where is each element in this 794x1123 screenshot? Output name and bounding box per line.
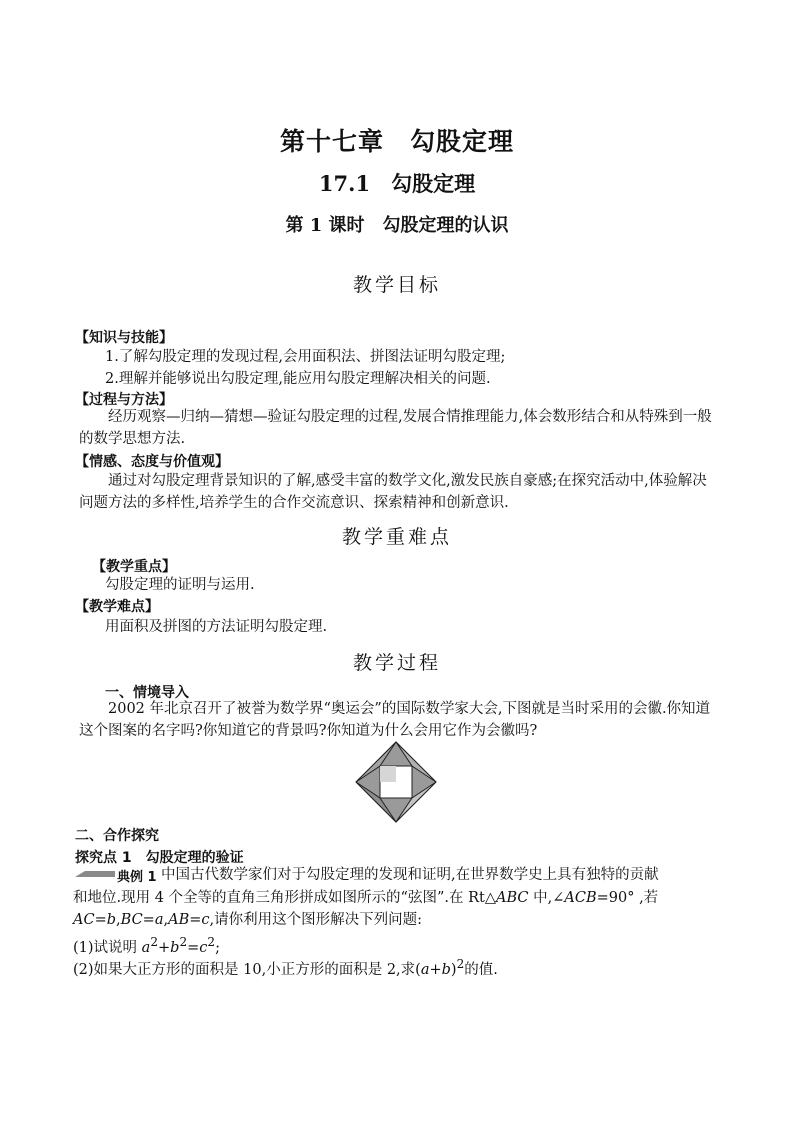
var-b: b bbox=[441, 961, 451, 978]
eq-sign: = bbox=[187, 939, 200, 956]
plus-sign: + bbox=[429, 961, 442, 978]
comma: , bbox=[116, 912, 121, 928]
objectives-heading: 教学目标 bbox=[352, 274, 441, 296]
q2-end: 的值. bbox=[464, 961, 498, 978]
chapter-title: 第十七章 勾股定理 bbox=[279, 127, 514, 156]
focus-text: 勾股定理的证明与运用. bbox=[105, 577, 255, 593]
exponent: 2 bbox=[150, 935, 158, 949]
exponent: 2 bbox=[179, 935, 188, 949]
var-acb: ACB bbox=[564, 890, 597, 906]
example-text-1-rest: 和地位.现用 4 个全等的直角三角形拼成如图所示的“弦图”.在 Rt△ bbox=[73, 890, 496, 906]
intro-text: 2002 年北京召开了被誉为数学界“奥运会”的国际数学家大会,下图就是当时采用的会徽.你知道这个图案的名字吗?你知道它的背景吗?你知道为什么会用它作为会徽吗? bbox=[79, 701, 711, 739]
var-bc: BC bbox=[120, 912, 143, 928]
difficulty-text: 用面积及拼图的方法证明勾股定理. bbox=[105, 619, 328, 635]
comma: , bbox=[163, 912, 169, 928]
example-line-1 bbox=[161, 864, 659, 886]
var-ab: AB bbox=[168, 912, 190, 928]
var-a: a bbox=[420, 961, 430, 978]
knowledge-item-2: 2.理解并能够说出勾股定理,能应用勾股定理解决相关的问题. bbox=[105, 371, 491, 387]
explore-label: 二、合作探究 bbox=[75, 828, 159, 844]
exponent: 2 bbox=[456, 957, 465, 971]
knowledge-item-1: 1.了解勾股定理的发现过程,会用面积法、拼图法证明勾股定理; bbox=[105, 349, 506, 365]
var-abc: ABC bbox=[496, 890, 529, 906]
example-text-3: =90° ,若 bbox=[596, 890, 659, 906]
eq-sign: = bbox=[142, 912, 155, 928]
process-label: 【过程与方法】 bbox=[75, 392, 173, 408]
knowledge-label: 【知识与技能】 bbox=[75, 330, 173, 346]
var-b: b bbox=[106, 912, 117, 928]
semicolon: ; bbox=[215, 939, 220, 956]
intro-label: 一、情境导入 bbox=[105, 685, 189, 701]
keypoints-heading: 教学重难点 bbox=[341, 526, 452, 548]
process-text: 经历观察—归纳—猜想—验证勾股定理的过程,发展合情推理能力,体会数形结合和从特殊到一般的数学思想方法. bbox=[79, 409, 712, 447]
example-marker-icon bbox=[75, 868, 115, 878]
eq-sign: = bbox=[189, 912, 202, 928]
lesson-title: 第 1 课时 勾股定理的认识 bbox=[285, 215, 509, 236]
example-line-2 bbox=[73, 887, 723, 909]
eq-sign: = bbox=[94, 912, 107, 928]
example-label: 典例 1 bbox=[117, 870, 157, 885]
focus-label: 【教学重点】 bbox=[92, 559, 176, 575]
var-ac: AC bbox=[73, 912, 95, 928]
plus-sign: + bbox=[158, 939, 171, 956]
var-a: a bbox=[141, 939, 151, 956]
difficulty-label: 【教学难点】 bbox=[75, 599, 159, 615]
condition-tail: ,请你利用这个图形解决下列问题: bbox=[209, 912, 423, 928]
var-c: c bbox=[199, 939, 208, 956]
process-heading: 教学过程 bbox=[352, 652, 441, 674]
q1-prefix: (1)试说明 bbox=[73, 939, 142, 956]
attitude-text: 通过对勾股定理背景知识的了解,感受丰富的数学文化,激发民族自豪感;在探究活动中,体验解决问题方法的多样性,培养学生的合作交流意识、探索精神和创新意识. bbox=[79, 473, 707, 511]
point-label: 探究点 1 勾股定理的验证 bbox=[75, 850, 244, 866]
question-2 bbox=[73, 953, 498, 981]
var-a: a bbox=[154, 912, 164, 928]
inner-shade bbox=[380, 766, 396, 782]
example-text-1-cont bbox=[73, 890, 658, 906]
exponent: 2 bbox=[207, 935, 216, 949]
zhao-shuang-string-figure bbox=[355, 741, 437, 823]
var-c: c bbox=[201, 912, 210, 928]
attitude-label: 【情感、态度与价值观】 bbox=[75, 454, 229, 470]
close-paren: ) bbox=[450, 961, 457, 978]
section-title: 17.1 勾股定理 bbox=[318, 171, 476, 196]
example-text-2: 中,∠ bbox=[528, 890, 565, 906]
var-b: b bbox=[170, 939, 180, 956]
example-line-3 bbox=[73, 909, 422, 931]
q2-prefix: (2)如果大正方形的面积是 10,小正方形的面积是 2,求( bbox=[73, 961, 421, 978]
example-text-1: 中国古代数学家们对于勾股定理的发现和证明,在世界数学史上具有独特的贡献 bbox=[161, 867, 659, 883]
